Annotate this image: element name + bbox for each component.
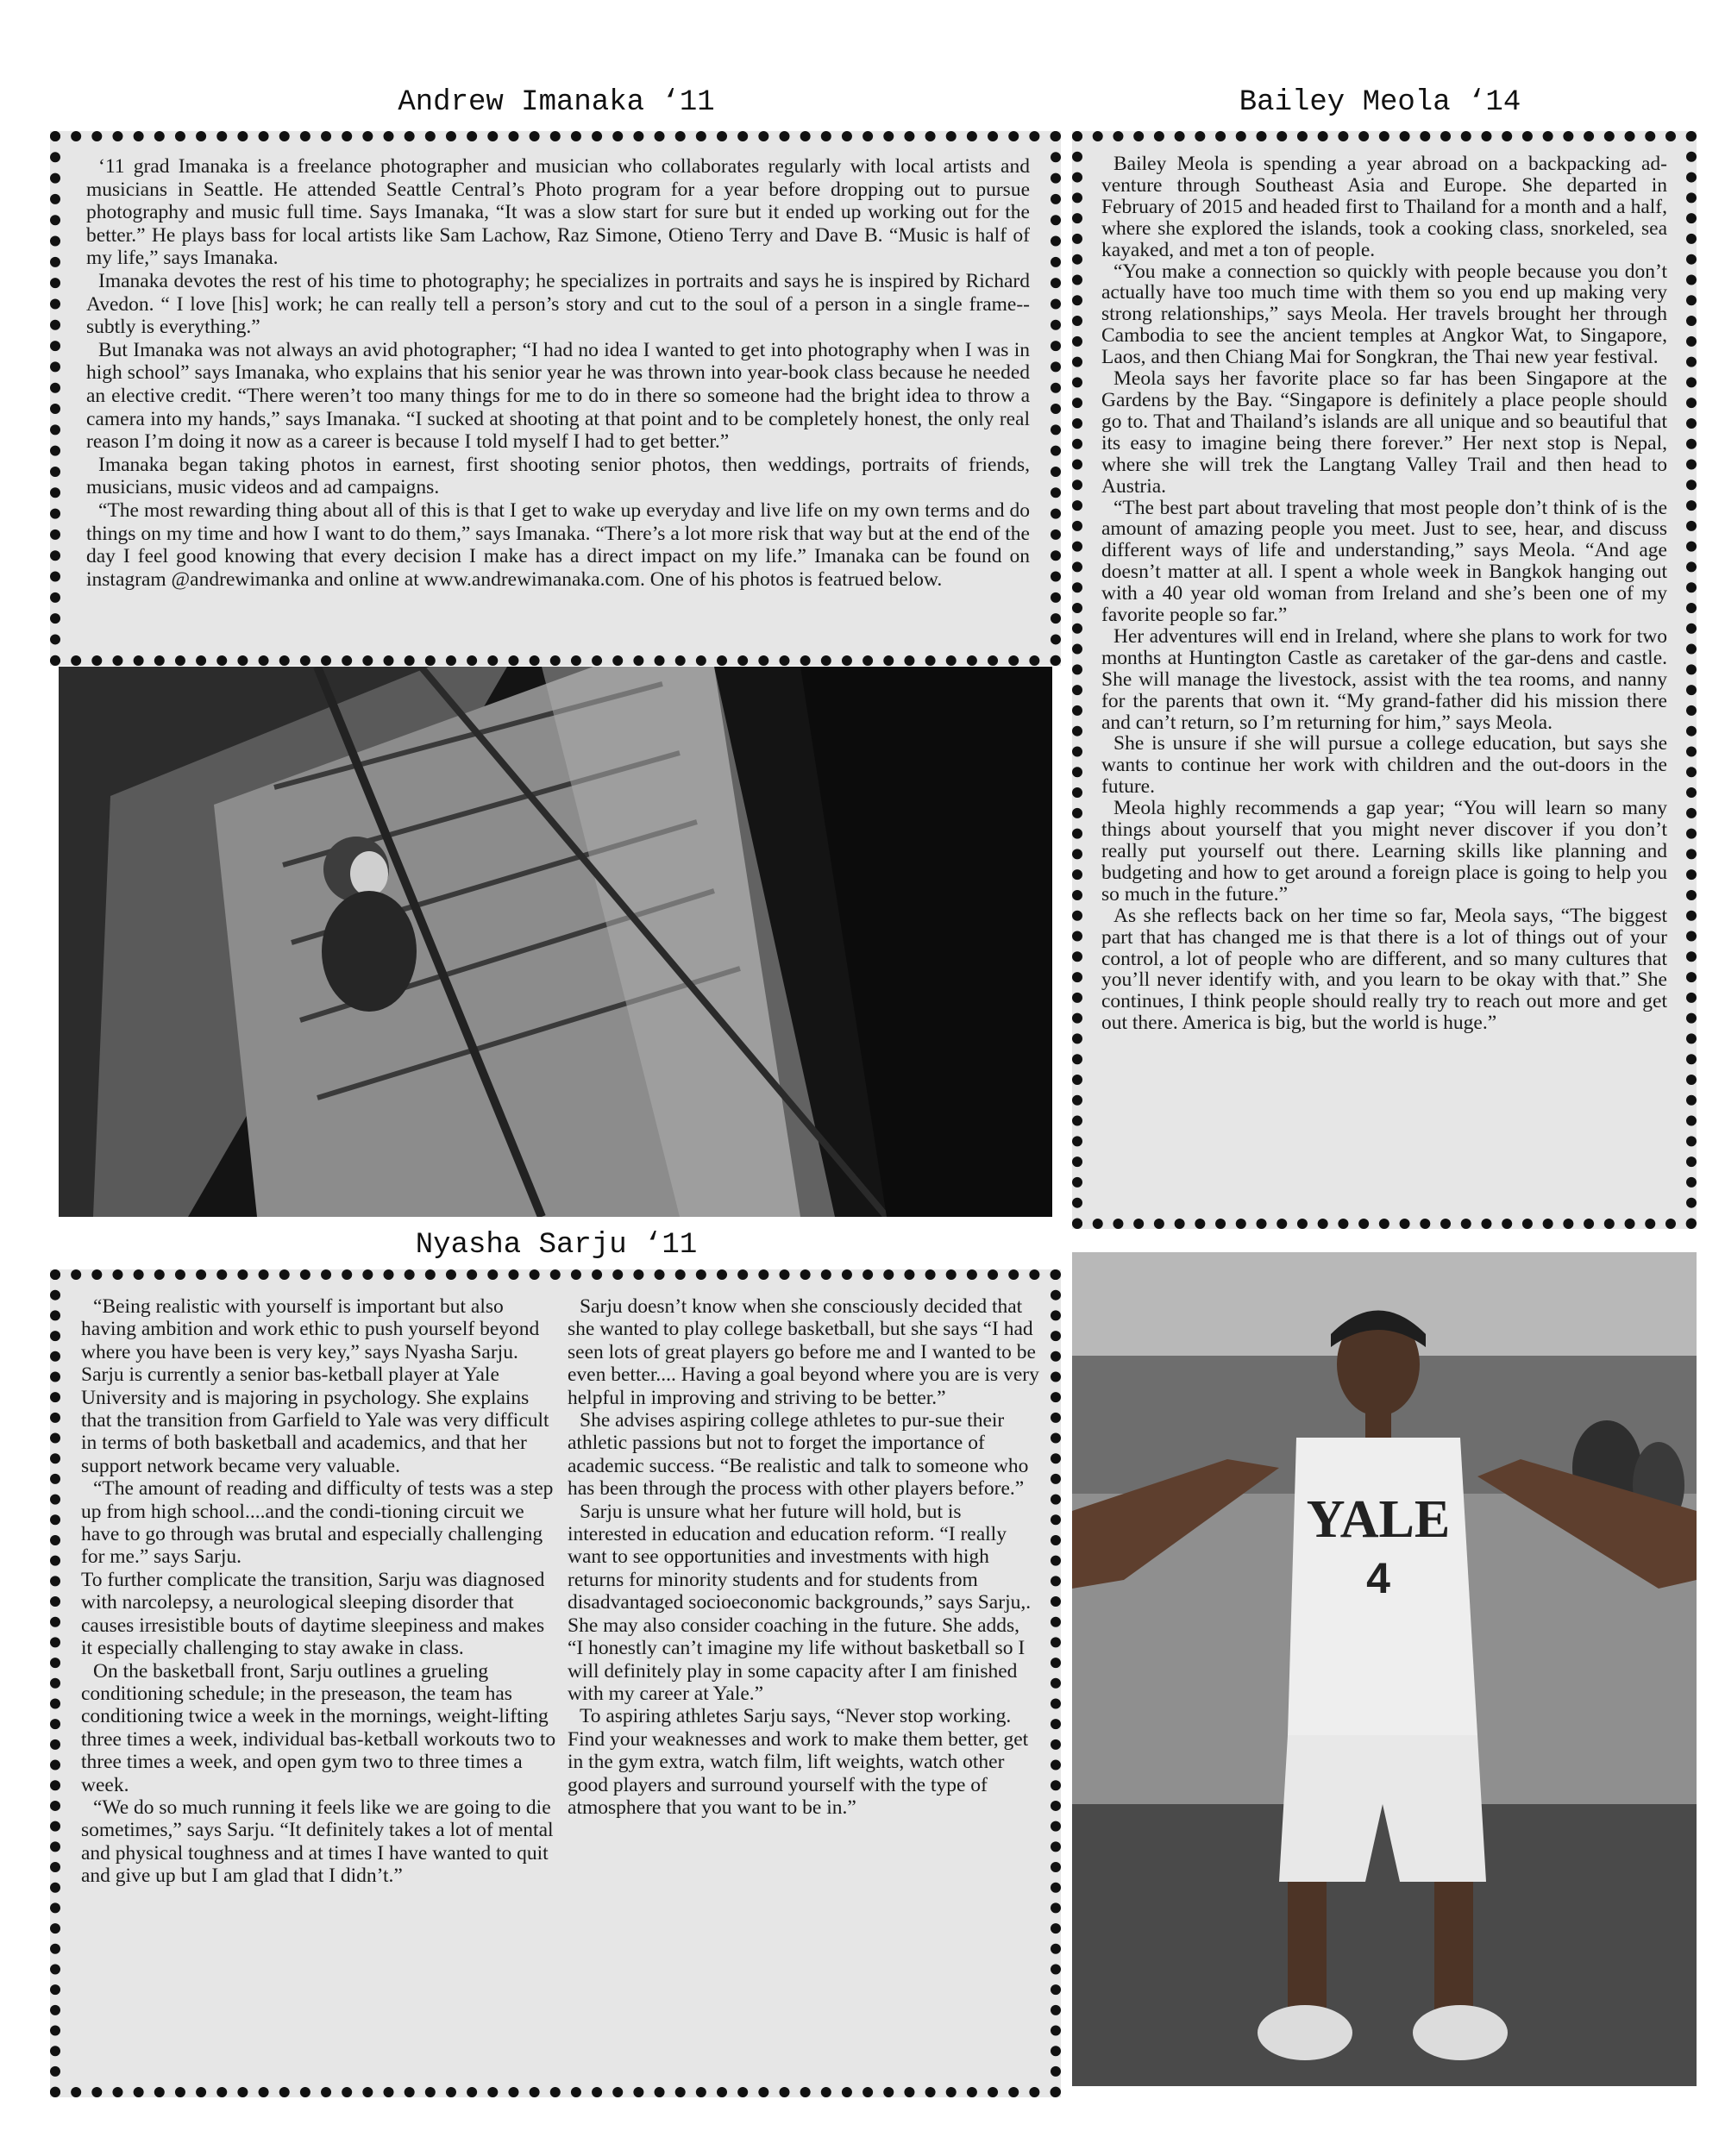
bailey-paragraph-1: Bailey Meola is spending a year abroad on a backpacking ad-venture through Southeast Asia and Europe. She departed in February of 2015 and headed first to Thailand for a month and a half, where she explored the islands, took a cooking class, snorkeled, sea kayaked, and met a ton of people. [1101,153,1667,261]
nyasha-column-1 [81,1295,561,1888]
basketball-photo [1072,1252,1697,2086]
jersey-number-text: 4 [1366,1554,1390,1602]
nyasha-heading: Nyasha Sarju ‘11 [415,1229,698,1262]
nyasha-col2-paragraph-1: Sarju doesn’t know when she consciously decided that she wanted to play college basketball, but she says “I had seen lots of great players go before me and I wanted to be even better.... Having a goal beyond where you are is very helpful in improving and striving to be better.” [568,1295,1039,1409]
bailey-paragraph-4: “The best part about traveling that most people don’t think of is the amount of amazing people you meet. Just to see, hear, and discuss different ways of life and understanding,” says Meola. “And age doesn’t matter at all. I spent a whole week in Bangkok hanging out with a 40 year old woman from Ireland and she’s been one of my favorite people so far.” [1101,496,1667,627]
bailey-paragraph-3: Meola says her favorite place so far has been Singapore at the Gardens by the Bay. “Singapore is definitely a place people should go to. That and Thailand’s islands are all unique and so beautiful that its easy to imagine being there forever.” Her next stop is Nepal, where she will trek the Langtang Valley Trail and then head to Austria. [1101,367,1667,498]
bailey-article-panel [1072,131,1697,1229]
stairwell-photo-graphic [59,667,1052,1217]
nyasha-col1-paragraph-2: “The amount of reading and difficulty of tests was a step up from high school....and the condi-tioning circuit we have to go through was brutal and especially challenging for me.” says Sarju. [81,1477,554,1569]
nyasha-col1-paragraph-5: “We do so much running it feels like we are going to die sometimes,” says Sarju. “It definitely takes a lot of mental and physical toughness and at times I have wanted to quit and give up but I am glad that I didn’t.” [81,1796,554,1888]
nyasha-col1-paragraph-4: On the basketball front, Sarju outlines a grueling conditioning schedule; in the preseason, the team has conditioning twice a week in the mornings, weight-lifting three times a week, individual bas-ketball workouts two to three times a week, and open gym two to three times a week. [81,1659,556,1796]
bailey-paragraph-8: As she reflects back on her time so far, Meola says, “The biggest part that has changed me is that there is a lot of things out of your control, a lot of people who are different, and so many cultures that you’ll never identify with, and you learn to be okay with that.” She continues, I think people should really try to reach out more and get out there. America is big, but the world is huge.” [1101,904,1667,1035]
bailey-article-body [1101,154,1667,1034]
basketball-photo-graphic [1072,1252,1697,2086]
andrew-paragraph-1: ‘11 grad Imanaka is a freelance photographer and musician who collaborates regularly with local artists and musicians in Seattle. He attended Seattle Central’s Photo program for a year before dropping out to pursue photography and music full time. Says Imanaka, “It was a slow start for sure but it ended up working out for the better.” He plays bass for local artists like Sam Lachow, Raz Simone, Otieno Terry and Dave B. “Music is half of my life,” says Imanaka. [86,155,1030,270]
nyasha-col2-paragraph-4: To aspiring athletes Sarju says, “Never stop working. Find your weaknesses and work to make them better, get in the gym extra, watch film, lift weights, watch other good players and surround yourself with the type of atmosphere that you want to be in.” [568,1705,1029,1819]
nyasha-col1-paragraph-1: “Being realistic with yourself is important but also having ambition and work ethic to push yourself beyond where you have been is very key,” says Nyasha Sarju. Sarju is currently a senior bas-ketball player at Yale University and is majoring in psychology. She explains that the transition from Garfield to Yale was very difficult in terms of both basketball and academics, and that her support network became very valuable. [81,1295,549,1477]
nyasha-col1-paragraph-3: To further complicate the transition, Sarju was diagnosed with narcolepsy, a neurological sleeping disorder that causes irresistible bouts of daytime sleepiness and makes it especially challenging to stay awake in class. [81,1568,545,1660]
stairwell-photo [59,667,1052,1217]
bailey-paragraph-5: Her adventures will end in Ireland, where she plans to work for two months at Huntington Castle as caretaker of the gar-dens and castle. She will manage the livestock, assist with the tea rooms, and nanny for the parents that own it. “My grand-father did his mission there and can’t return, so I’m returning for him,” says Meola. [1101,624,1667,734]
andrew-paragraph-5: “The most rewarding thing about all of this is that I get to wake up everyday and live life on my own terms and do things on my time and how I want to do them,” says Imanaka. “There’s a lot more risk that way but at the end of the day I feel good knowing that every decision I make has a direct impact on my life.” Imanaka can be found on instagram @andrewimanka and online at www.andrewimanaka.com. One of his photos is featrued below. [86,498,1030,591]
andrew-paragraph-3: But Imanaka was not always an avid photographer; “I had no idea I wanted to get into photography when I was in high school” says Imanaka, who explains that his senior year he was thrown into year-book class because he needed an elective credit. “There weren’t too many things for me to do in there so someone had the bright idea to throw a camera into my hands,” says Imanaka. “I sucked at shooting at that point and to be completely honest, the only real reason I’m doing it now as a career is because I told myself I had to get better.” [86,338,1030,454]
bailey-paragraph-6: She is unsure if she will pursue a college education, but says she wants to continue her work with children and the out-doors in the future. [1101,732,1667,799]
andrew-article-body [86,155,1030,591]
andrew-paragraph-4: Imanaka began taking photos in earnest, first shooting senior photos, then weddings, portraits of friends, musicians, music videos and ad campaigns. [86,453,1030,499]
nyasha-column-2 [568,1295,1040,1819]
bailey-heading: Bailey Meola ‘14 [1239,86,1521,119]
nyasha-col2-paragraph-2: She advises aspiring college athletes to pur-sue their athletic passions but not to forget the importance of academic success. “Be realistic and talk to someone who has been through the process with other players before.” [568,1409,1029,1501]
bailey-paragraph-7: Meola highly recommends a gap year; “You will learn so many things about yourself that you might never discover if you don’t really put yourself out there. Learning skills like planning and budgeting and how to get around a foreign place is going to help you so much in the future.” [1101,797,1667,906]
andrew-paragraph-2: Imanaka devotes the rest of his time to photography; he specializes in portraits and says he is inspired by Richard Avedon. “ I love [his] work; he can really tell a person’s story and cut to the soul of a person in a single frame--subtly is everything.” [86,269,1030,339]
bailey-paragraph-2: “You make a connection so quickly with people because you don’t actually have too much time with them so you end up making very strong relationships,” says Meola. Her travels brought her through Cambodia to see the ancient temples at Angkor Wat, to Singapore, Laos, and then Chiang Mai for Songkran, the Thai new year festival. [1101,260,1667,369]
nyasha-col2-paragraph-3: Sarju is unsure what her future will hold, but is interested in education and education reform. “I really want to see opportunities and investments with high returns for minority students and for students from disadvantaged socioeconomic backgrounds,” says Sarju,. She may also consider coaching in the future. She adds, “I honestly can’t imagine my life without basketball so I will definitely play in some capacity after I am finished with my career at Yale.” [568,1500,1032,1705]
andrew-article-panel [50,131,1061,666]
andrew-heading: Andrew Imanaka ‘11 [398,86,715,119]
nyasha-article-panel [50,1269,1061,2097]
jersey-team-text: YALE [1306,1490,1451,1549]
